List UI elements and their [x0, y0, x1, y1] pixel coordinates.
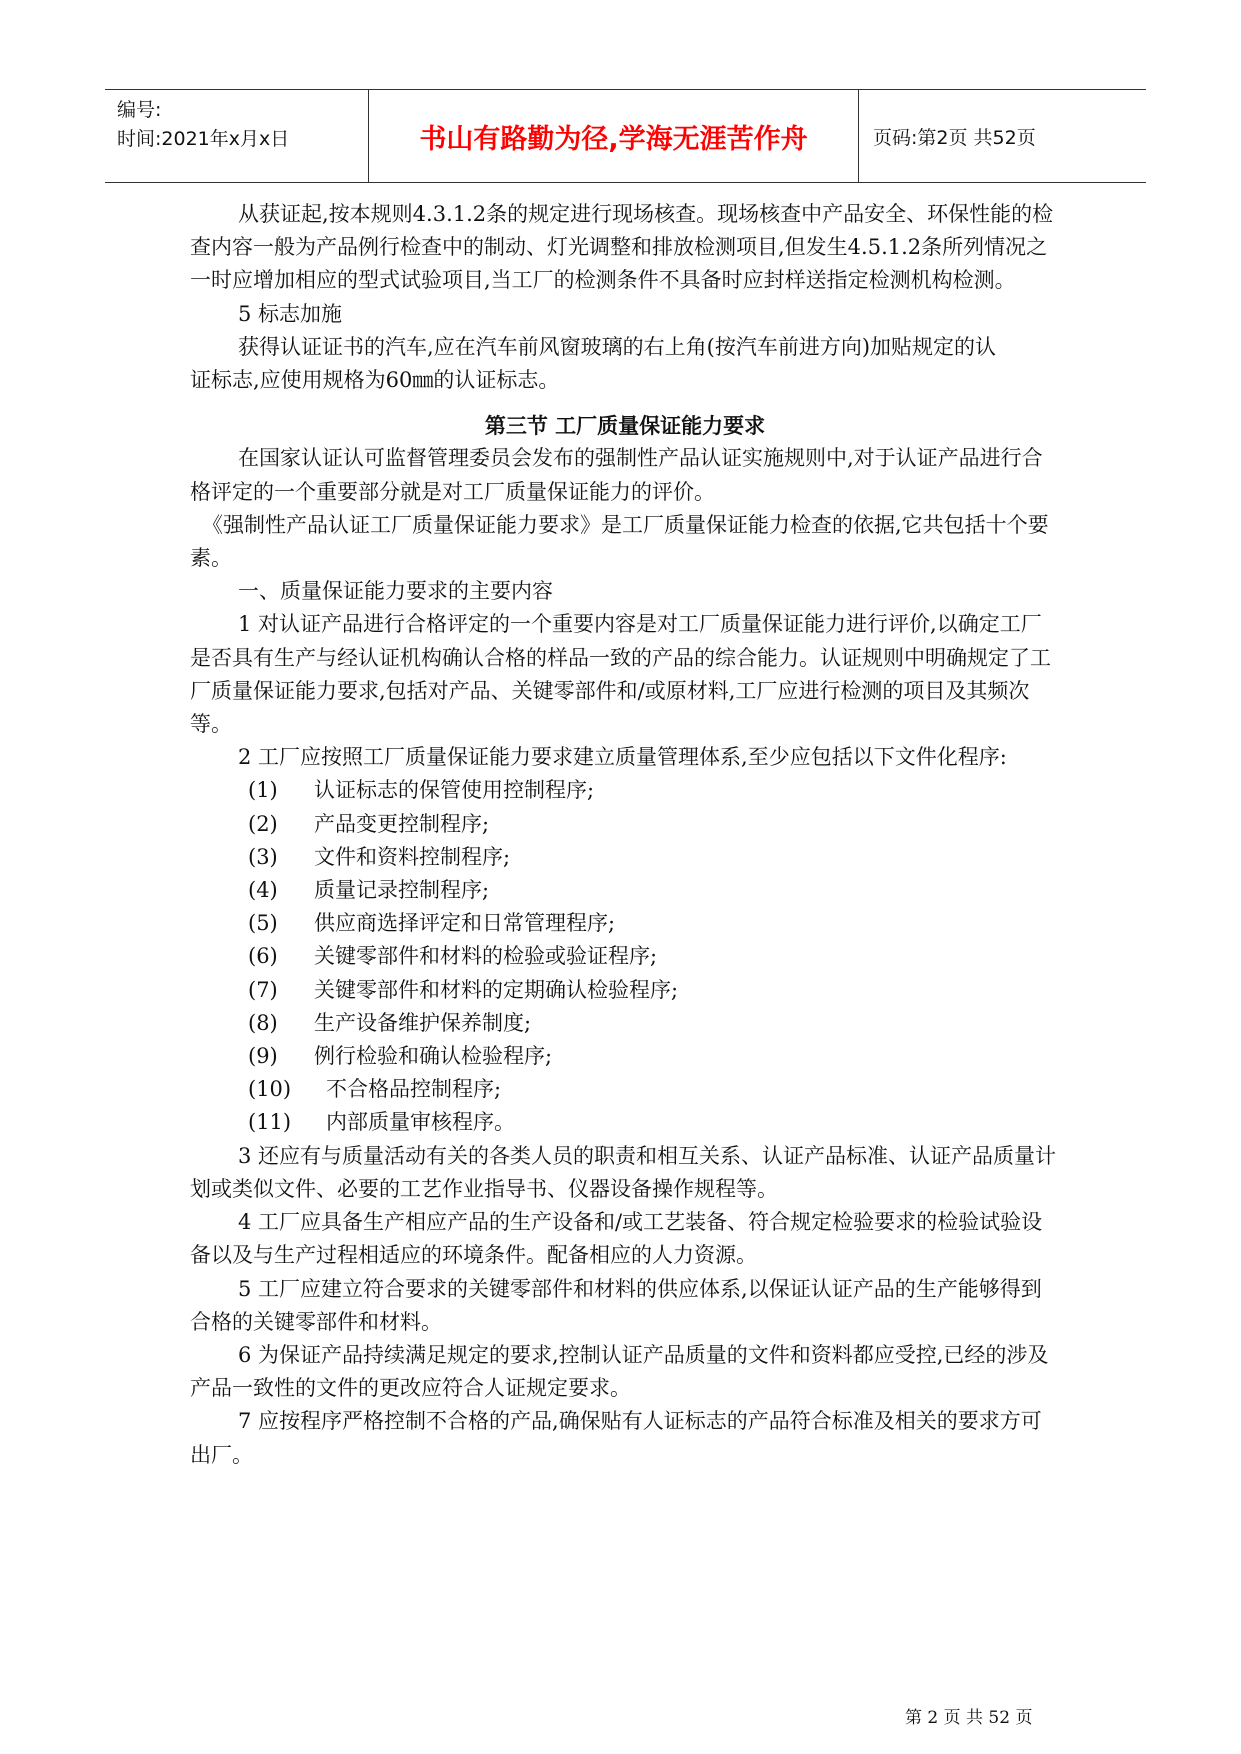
- list-item-text: 认证标志的保管使用控制程序;: [314, 778, 595, 803]
- section-title: 第三节 工厂质量保证能力要求: [484, 413, 766, 439]
- list-item: [190, 1106, 1060, 1139]
- document-body: [190, 198, 1060, 1472]
- list-item-number: (9): [248, 1044, 278, 1069]
- list-item: [190, 808, 1060, 841]
- paragraph: 7 应按程序严格控制不合格的产品,确保贴有人证标志的产品符合标准及相关的要求方可出厂。: [190, 1409, 1042, 1467]
- list-item-text: 生产设备维护保养制度;: [314, 1010, 532, 1035]
- list-item-text: 供应商选择评定和日常管理程序;: [314, 911, 616, 936]
- paragraph: 4 工厂应具备生产相应产品的生产设备和/或工艺装备、符合规定检验要求的检验试验设备以及与生产过程相适应的环境条件。配备相应的人力资源。: [190, 1210, 1043, 1268]
- paragraph: 1 对认证产品进行合格评定的一个重要内容是对工厂质量保证能力进行评价,以确定工厂是否具有生产与经认证机构确认合格的样品一致的产品的综合能力。认证规则中明确规定了工厂质量保证能力要求,包括对产品、关键零部件和/或原材料,工厂应进行检测的项目及其频次等。: [190, 612, 1051, 737]
- page-header: [105, 89, 1146, 183]
- list-item: [190, 907, 1060, 940]
- list-item: [190, 774, 1060, 807]
- list-item-text: 不合格品控制程序;: [326, 1077, 502, 1102]
- paragraph: 2 工厂应按照工厂质量保证能力要求建立质量管理体系,至少应包括以下文件化程序:: [238, 745, 1007, 770]
- list-item: [190, 874, 1060, 907]
- list-item-number: (10): [248, 1077, 292, 1102]
- page-footer: 第 2 页 共 52 页: [905, 1708, 1033, 1728]
- paragraph: 证标志,应使用规格为60㎜的认证标志。: [190, 368, 560, 393]
- header-page-label: 页码:第2页 共52页: [873, 126, 1036, 149]
- list-item-text: 质量记录控制程序;: [314, 878, 490, 903]
- list-item-text: 产品变更控制程序;: [314, 811, 490, 836]
- list-item-number: (8): [248, 1010, 278, 1035]
- list-item-number: (4): [248, 878, 278, 903]
- list-item-number: (3): [248, 844, 278, 869]
- list-item-text: 例行检验和确认检验程序;: [314, 1044, 553, 1069]
- paragraph: 3 还应有与质量活动有关的各类人员的职责和相互关系、认证产品标准、认证产品质量计划或类似文件、必要的工艺作业指导书、仪器设备操作规程等。: [190, 1143, 1057, 1201]
- paragraph: 《强制性产品认证工厂质量保证能力要求》是工厂质量保证能力检查的依据,它共包括十个要素。: [190, 512, 1049, 571]
- paragraph: 获得认证证书的汽车,应在汽车前风窗玻璃的右上角(按汽车前进方向)加贴规定的认: [238, 334, 997, 359]
- list-item-text: 内部质量审核程序。: [326, 1110, 515, 1135]
- list-item-text: 关键零部件和材料的定期确认检验程序;: [314, 977, 679, 1002]
- list-item-number: (6): [248, 944, 278, 969]
- paragraph: 5 标志加施: [238, 301, 343, 326]
- list-item: [190, 940, 1060, 973]
- document-time-label: 时间:2021年x月x日: [117, 128, 290, 150]
- list-item: [190, 841, 1060, 874]
- paragraph: 在国家认证认可监督管理委员会发布的强制性产品认证实施规则中,对于认证产品进行合格评定的一个重要部分就是对工厂质量保证能力的评价。: [190, 446, 1043, 504]
- list-item: [190, 974, 1060, 1007]
- header-meta: [105, 90, 369, 182]
- paragraph: 从获证起,按本规则4.3.1.2条的规定进行现场核查。现场核查中产品安全、环保性能的检查内容一般为产品例行检查中的制动、灯光调整和排放检测项目,但发生4.5.1.2条所列情况之一时应增加相应的型式试验项目,当工厂的检测条件不具备时应封样送指定检测机构检测。: [190, 202, 1054, 293]
- list-item: [190, 1040, 1060, 1073]
- header-motto: 书山有路勤为径,学海无涯苦作舟: [369, 90, 859, 182]
- list-item: [190, 1073, 1060, 1106]
- list-item-number: (1): [248, 778, 278, 803]
- list-item-number: (7): [248, 977, 278, 1002]
- list-item-number: (11): [248, 1110, 292, 1135]
- list-item-text: 文件和资料控制程序;: [314, 844, 511, 869]
- procedure-list: [190, 774, 1060, 1139]
- list-item-number: (2): [248, 811, 278, 836]
- document-number-label: 编号:: [117, 99, 162, 121]
- list-item: [190, 1007, 1060, 1040]
- list-item-number: (5): [248, 911, 278, 936]
- subsection-heading: 一、质量保证能力要求的主要内容: [238, 579, 553, 604]
- paragraph: 5 工厂应建立符合要求的关键零部件和材料的供应体系,以保证认证产品的生产能够得到合格的关键零部件和材料。: [190, 1276, 1042, 1334]
- paragraph: 6 为保证产品持续满足规定的要求,控制认证产品质量的文件和资料都应受控,已经的涉及产品一致性的文件的更改应符合人证规定要求。: [190, 1342, 1049, 1401]
- list-item-text: 关键零部件和材料的检验或验证程序;: [314, 944, 658, 969]
